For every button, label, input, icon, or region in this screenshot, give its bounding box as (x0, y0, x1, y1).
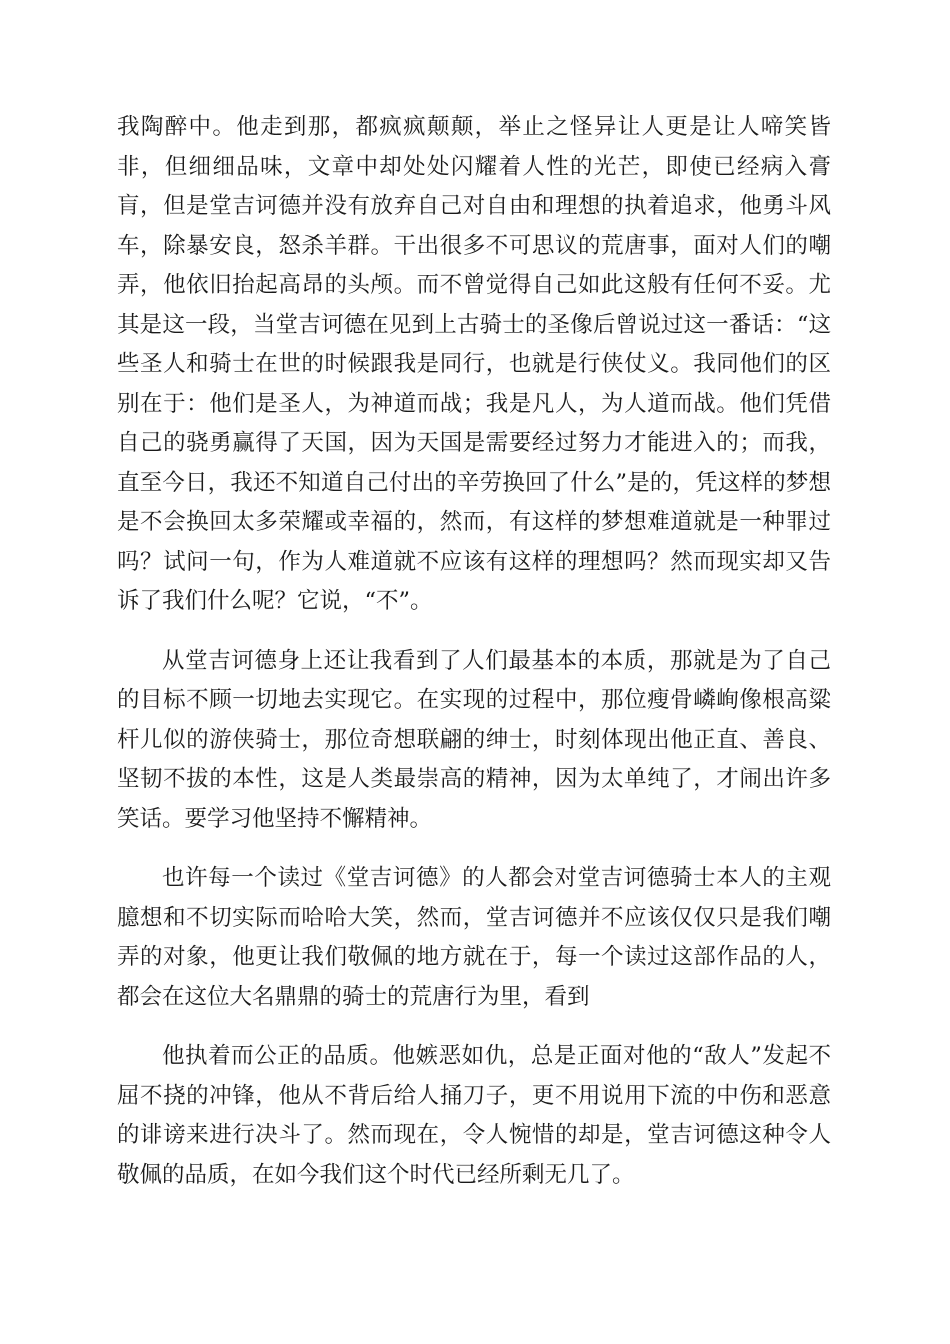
paragraph-3: 也许每一个读过《堂吉诃德》的人都会对堂吉诃德骑士本人的主观臆想和不切实际而哈哈大笑，然而，堂吉诃德并不应该仅仅只是我们嘲弄的对象，他更让我们敬佩的地方就在于，每一个读过这部作品的人，都会在这位大名鼎鼎的骑士的荒唐行为里，看到 (117, 865, 831, 1010)
document-body (117, 108, 831, 1215)
paragraph-2: 从堂吉诃德身上还让我看到了人们最基本的本质，那就是为了自己的目标不顾一切地去实现它。在实现的过程中，那位瘦骨嶙峋像根高粱杆儿似的游侠骑士，那位奇想联翩的绅士，时刻体现出他正直、善良、坚韧不拔的本性，这是人类最崇高的精神，因为太单纯了，才闹出许多笑话。要学习他坚持不懈精神。 (117, 647, 831, 832)
paragraph-4: 他执着而公正的品质。他嫉恶如仇，总是正面对他的“敌人”发起不屈不挠的冲锋，他从不背后给人捅刀子，更不用说用下流的中伤和恶意的诽谤来进行决斗了。然而现在，令人惋惜的却是，堂吉诃德这种令人敬佩的品质，在如今我们这个时代已经所剩无几了。 (117, 1043, 831, 1188)
paragraph-1: 我陶醉中。他走到那，都疯疯颠颠，举止之怪异让人更是让人啼笑皆非，但细细品味，文章中却处处闪耀着人性的光芒，即使已经病入膏肓，但是堂吉诃德并没有放弃自己对自由和理想的执着追求，他勇斗风车，除暴安良，怒杀羊群。干出很多不可思议的荒唐事，面对人们的嘲弄，他依旧抬起高昂的头颅。而不曾觉得自己如此这般有任何不妥。尤其是这一段，当堂吉诃德在见到上古骑士的圣像后曾说过这一番话：“这些圣人和骑士在世的时候跟我是同行，也就是行侠仗义。我同他们的区别在于：他们是圣人，为神道而战；我是凡人，为人道而战。他们凭借自己的骁勇赢得了天国，因为天国是需要经过努力才能进入的；而我，直至今日，我还不知道自己付出的辛劳换回了什么”是的，凭这样的梦想是不会换回太多荣耀或幸福的，然而，有这样的梦想难道就是一种罪过吗？试问一句，作为人难道就不应该有这样的理想吗？然而现实却又告诉了我们什么呢？它说，“不”。 (117, 114, 831, 614)
